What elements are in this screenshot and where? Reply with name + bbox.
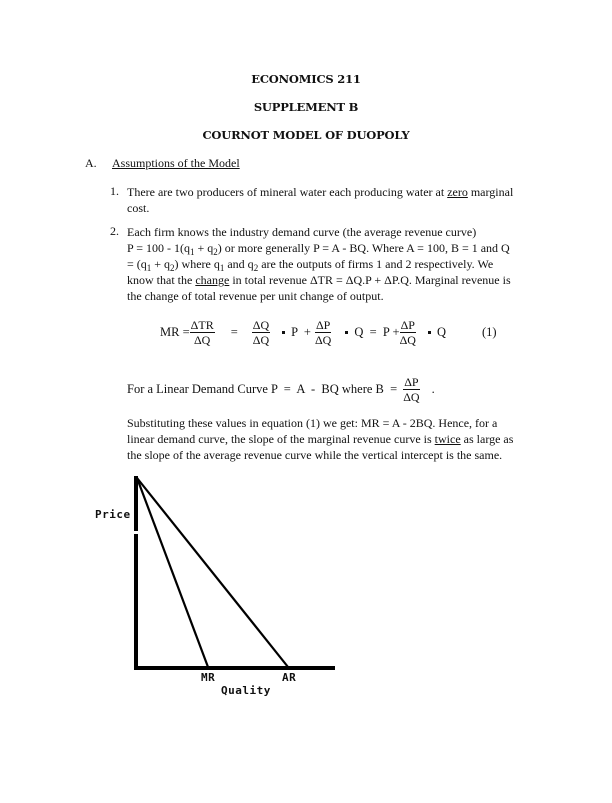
subscript: 2 — [213, 247, 218, 257]
denominator: ΔQ — [403, 389, 420, 404]
subscript: 2 — [170, 263, 175, 273]
numerator: ΔQ — [252, 317, 270, 332]
emphasis: change — [195, 273, 230, 287]
item-1-line2: cost. — [127, 201, 150, 215]
text: = (q — [127, 257, 147, 271]
denominator: ΔQ — [193, 332, 211, 347]
denominator: ΔQ — [314, 332, 332, 347]
text: the slope of the average revenue curve while the vertical intercept is the same. — [127, 448, 503, 462]
emphasis: twice — [434, 432, 461, 446]
text: ) where q — [174, 257, 220, 271]
item-number: 1. — [110, 184, 119, 198]
course-title: ECONOMICS 211 — [251, 72, 361, 86]
ar-label: AR — [282, 671, 297, 684]
section-letter: A. — [85, 156, 97, 170]
text: linear demand curve, the slope of the marginal revenue curve is — [127, 432, 435, 446]
denominator: ΔQ — [252, 332, 270, 347]
eq-term: Q = P + — [354, 324, 400, 339]
numerator: ΔTR — [190, 317, 214, 332]
subscript: 1 — [146, 263, 152, 273]
numerator: ΔP — [400, 317, 415, 332]
text: as large as — [460, 432, 514, 446]
eq-term: P + — [291, 324, 311, 339]
subscript: 1 — [190, 247, 195, 257]
text: + q — [194, 241, 214, 255]
x-axis-label: Quality — [221, 684, 271, 697]
supplement-title: SUPPLEMENT B — [253, 100, 359, 114]
mr-curve — [137, 478, 208, 667]
subscript: 2 — [253, 263, 259, 273]
denominator: ΔQ — [399, 332, 416, 347]
text: Substituting these values in equation (1) we get: MR = A - 2BQ. Hence, for a — [127, 416, 498, 430]
item-2-line5: the change of total revenue per unit change of output. — [127, 289, 384, 303]
subscript: 1 — [219, 263, 225, 273]
item-1-text-a: There are two producers of mineral water each producing water at — [127, 185, 448, 199]
numerator: ΔP — [315, 317, 331, 332]
text: know that the — [127, 273, 196, 287]
text: P = 100 - 1(q — [127, 241, 190, 255]
item-number: 2. — [110, 224, 119, 238]
numerator: ΔP — [404, 374, 419, 389]
equation-number: (1) — [482, 324, 497, 339]
item-1-text-b: marginal — [467, 185, 514, 199]
text: are the outputs of firms 1 and 2 respectively. We — [258, 257, 494, 271]
document-title: COURNOT MODEL OF DUOPOLY — [202, 128, 410, 142]
eq-term: Q — [436, 324, 447, 339]
linear-demand-text: For a Linear Demand Curve P = A - BQ where B = — [127, 381, 398, 396]
text: and q — [224, 257, 254, 271]
text: in total revenue ΔTR = ΔQ.P + ΔP.Q. Marginal revenue is — [229, 273, 511, 287]
period: . — [431, 381, 435, 396]
equals: = — [230, 324, 238, 339]
mr-label: MR — [201, 671, 216, 684]
item-1-emphasis: zero — [447, 185, 468, 199]
ar-curve — [137, 478, 288, 667]
y-axis-label: Price — [95, 508, 131, 521]
text: + q — [151, 257, 171, 271]
section-heading: Assumptions of the Model — [112, 156, 240, 170]
text: ) or more generally P = A - BQ. Where A = 100, B = 1 and Q — [217, 241, 510, 255]
eq-lhs: MR = — [160, 324, 190, 339]
item-2-line1: Each firm knows the industry demand curve (the average revenue curve) — [127, 225, 477, 239]
